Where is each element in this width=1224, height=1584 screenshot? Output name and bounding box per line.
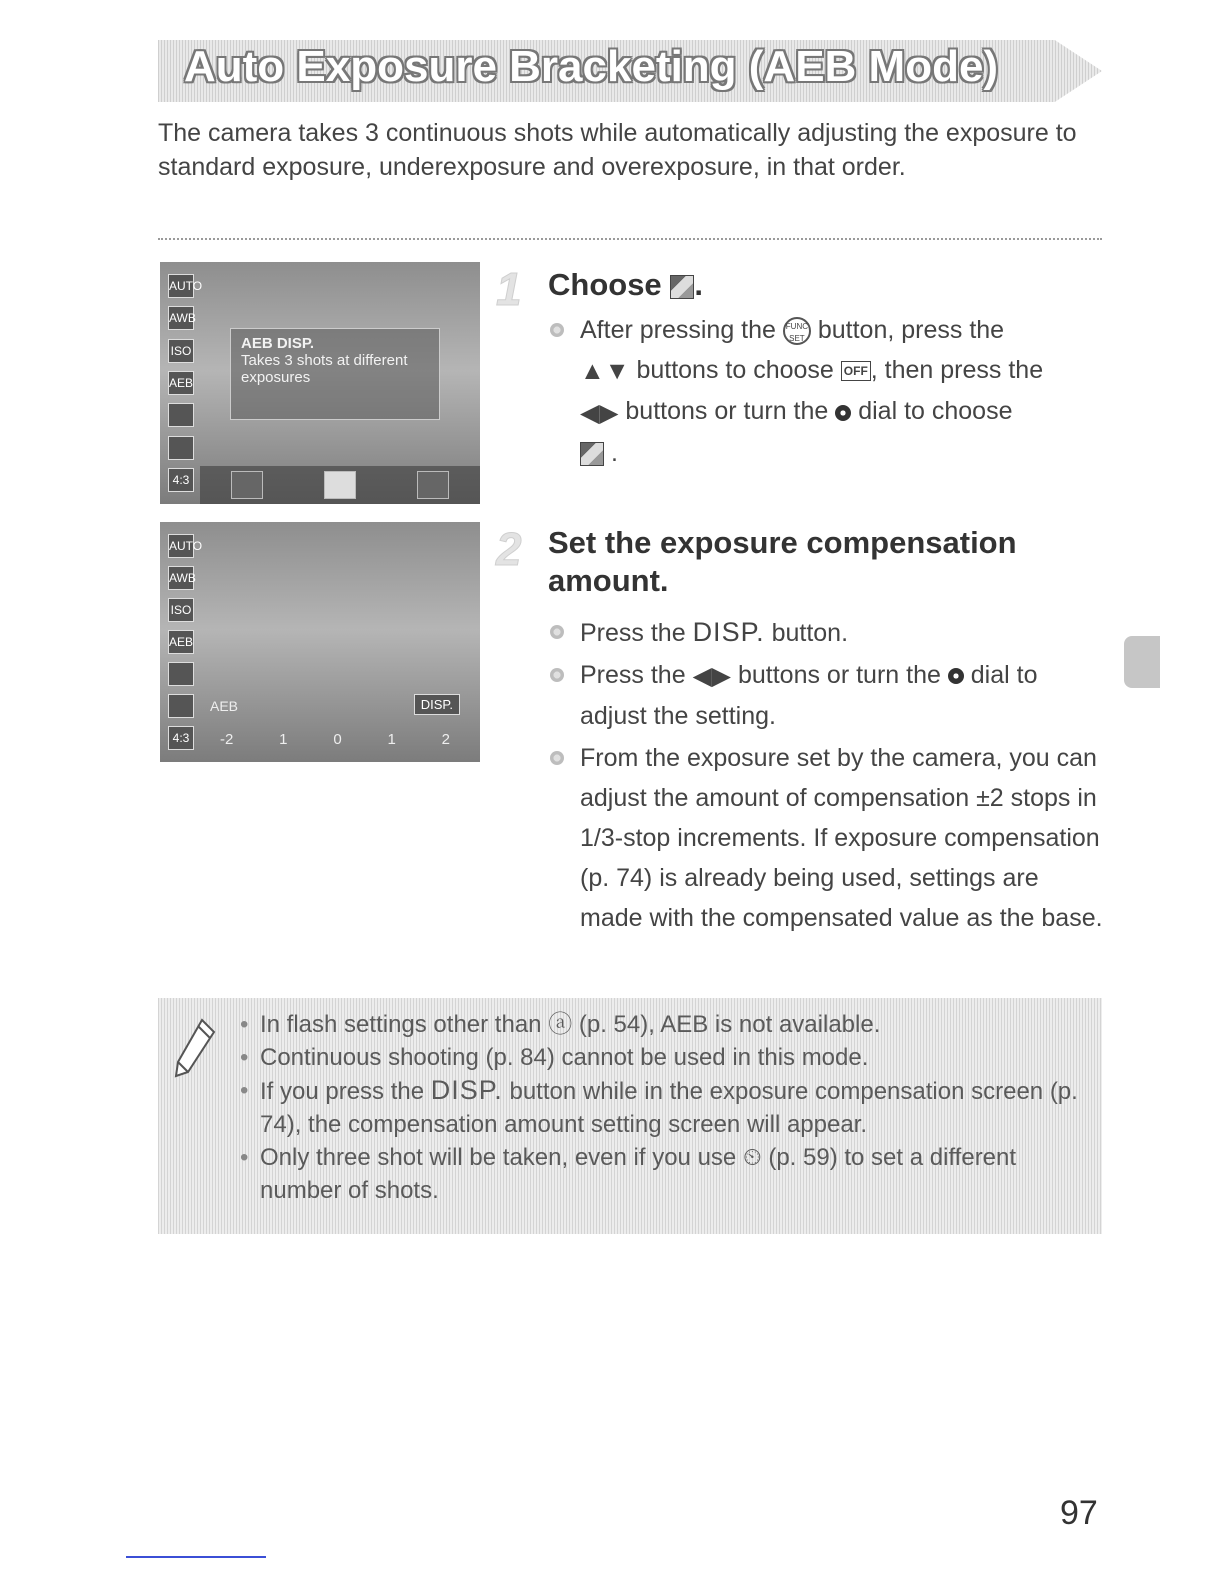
exposure-scale: [220, 726, 450, 752]
control-dial-icon: [948, 668, 964, 684]
side-icon: AWB: [168, 306, 194, 330]
step-2-title: Set the exposure compensation amount.: [548, 525, 1017, 598]
note-item: [238, 1141, 1088, 1207]
aeb-icon: [580, 442, 604, 466]
side-icon: [168, 436, 194, 460]
instruction-text: .: [610, 438, 618, 467]
aeb-icon: [324, 471, 356, 499]
func-set-button-icon: FUNC SET: [783, 317, 811, 345]
step-1-instruction: [548, 310, 1108, 473]
scale-tick: 1: [279, 730, 288, 748]
flash-off-icon: OFF: [841, 361, 871, 381]
side-icon: [168, 694, 194, 718]
pencil-note-icon: [172, 1016, 218, 1078]
instruction-text: Press the: [580, 619, 686, 647]
note-text: (p. 59) to set a different number of shots.: [260, 1144, 1017, 1204]
note-text: In flash settings other than: [260, 1011, 542, 1038]
intro-paragraph: The camera takes 3 continuous shots while automatically adjusting the exposure to standard exposure, underexposure and overexposure, in that order.: [158, 119, 1077, 181]
note-box: [158, 998, 1102, 1234]
instruction-text: After pressing the: [580, 316, 776, 344]
section-divider: [158, 238, 1102, 240]
side-icon: ISO: [168, 339, 194, 363]
step-2-instruction-3: [548, 738, 1108, 938]
side-icon: ISO: [168, 598, 194, 622]
screen-bottom-bar: [200, 466, 480, 504]
disp-tag: DISP.: [414, 694, 460, 715]
left-right-arrows-icon: ◀▶: [580, 398, 619, 427]
side-icon: AWB: [168, 566, 194, 590]
camera-screen-2: [160, 522, 480, 762]
instruction-text: dial to adjust the setting.: [580, 661, 1038, 731]
scale-tick: 2: [441, 730, 450, 748]
side-icon: AUTO: [168, 534, 194, 558]
step-1-number: 1: [496, 263, 522, 315]
note-text: Only three shot will be taken, even if you use: [260, 1144, 737, 1171]
step-1-body: [548, 310, 1108, 473]
scale-tick: 0: [333, 730, 342, 748]
scale-tick: -2: [220, 730, 234, 748]
side-icon: AEB: [168, 630, 194, 654]
note-item: • Continuous shooting (p. 84) cannot be used in this mode.: [238, 1041, 1088, 1074]
step-1-title: [548, 266, 703, 304]
bullet-icon: [550, 751, 564, 765]
step-2-instruction-1: [548, 612, 1108, 653]
instruction-text: buttons to choose: [636, 356, 834, 384]
instruction-text: button.: [771, 619, 849, 647]
self-timer-icon: ⏲: [742, 1144, 762, 1171]
instruction-text: buttons or turn the: [625, 397, 829, 426]
camera-screen-1: [160, 262, 480, 504]
side-icon: 4:3: [168, 726, 194, 750]
aeb-label: AEB: [210, 698, 239, 714]
page-title: Auto Exposure Bracketing (AEB Mode): [184, 42, 999, 91]
screen-side-menu: [166, 530, 203, 754]
bullet-icon: [550, 668, 564, 682]
note-text: button while in the exposure compensation screen (p. 74), the compensation amount setting screen will appear.: [260, 1078, 1078, 1138]
side-icon: AUTO: [168, 274, 194, 298]
side-icon: [168, 403, 194, 427]
note-item: [238, 1074, 1088, 1141]
side-icon: 4:3: [168, 468, 194, 492]
chapter-tab: [1124, 636, 1160, 688]
screen-side-menu: [166, 270, 203, 496]
flash-auto-icon: ⓐ: [548, 1011, 573, 1038]
step-1-title-text: Choose: [548, 267, 662, 302]
side-icon: [168, 662, 194, 686]
note-list: [238, 1008, 1088, 1207]
step-2-instruction-2: [548, 655, 1108, 736]
side-icon: AEB: [168, 371, 194, 395]
instruction-text: dial to choose: [858, 397, 1013, 426]
page-number: 97: [1060, 1494, 1098, 1532]
note-item: [238, 1008, 1088, 1041]
bullet-icon: [550, 625, 564, 639]
up-down-arrows-icon: ▲▼: [580, 357, 630, 386]
disp-button-label: DISP.: [692, 617, 765, 647]
instruction-text: button, press the: [817, 316, 1005, 344]
note-text: If you press the: [260, 1078, 425, 1105]
left-right-arrows-icon: ◀▶: [692, 662, 732, 691]
scale-tick: 1: [387, 730, 396, 748]
drive-mode-icon: [231, 471, 263, 499]
instruction-text: Press the: [580, 661, 686, 689]
disp-button-label: DISP.: [430, 1075, 503, 1105]
instruction-text: , then press the: [870, 356, 1044, 384]
step-2-body: [548, 612, 1108, 938]
step-2-number: 2: [496, 523, 522, 575]
aeb-icon: [670, 275, 694, 299]
instruction-text: buttons or turn the: [737, 661, 941, 689]
menu-description: Takes 3 shots at different exposures: [241, 352, 408, 386]
instruction-text: From the exposure set by the camera, you can adjust the amount of compensation ±2 stops in 1/3-stop increments. If exposure compensation (p. 74) is already being used, settings are made with the compensated value as the base.: [580, 744, 1103, 933]
step-1-title-end: .: [694, 267, 703, 302]
footer-line: [126, 1556, 266, 1558]
menu-header: AEB DISP.: [241, 335, 315, 352]
bullet-icon: [550, 323, 564, 337]
note-text: (p. 54), AEB is not available.: [578, 1011, 881, 1038]
screen-menu-box: [230, 328, 440, 420]
control-dial-icon: [835, 405, 851, 421]
flash-off-icon: [417, 471, 449, 499]
